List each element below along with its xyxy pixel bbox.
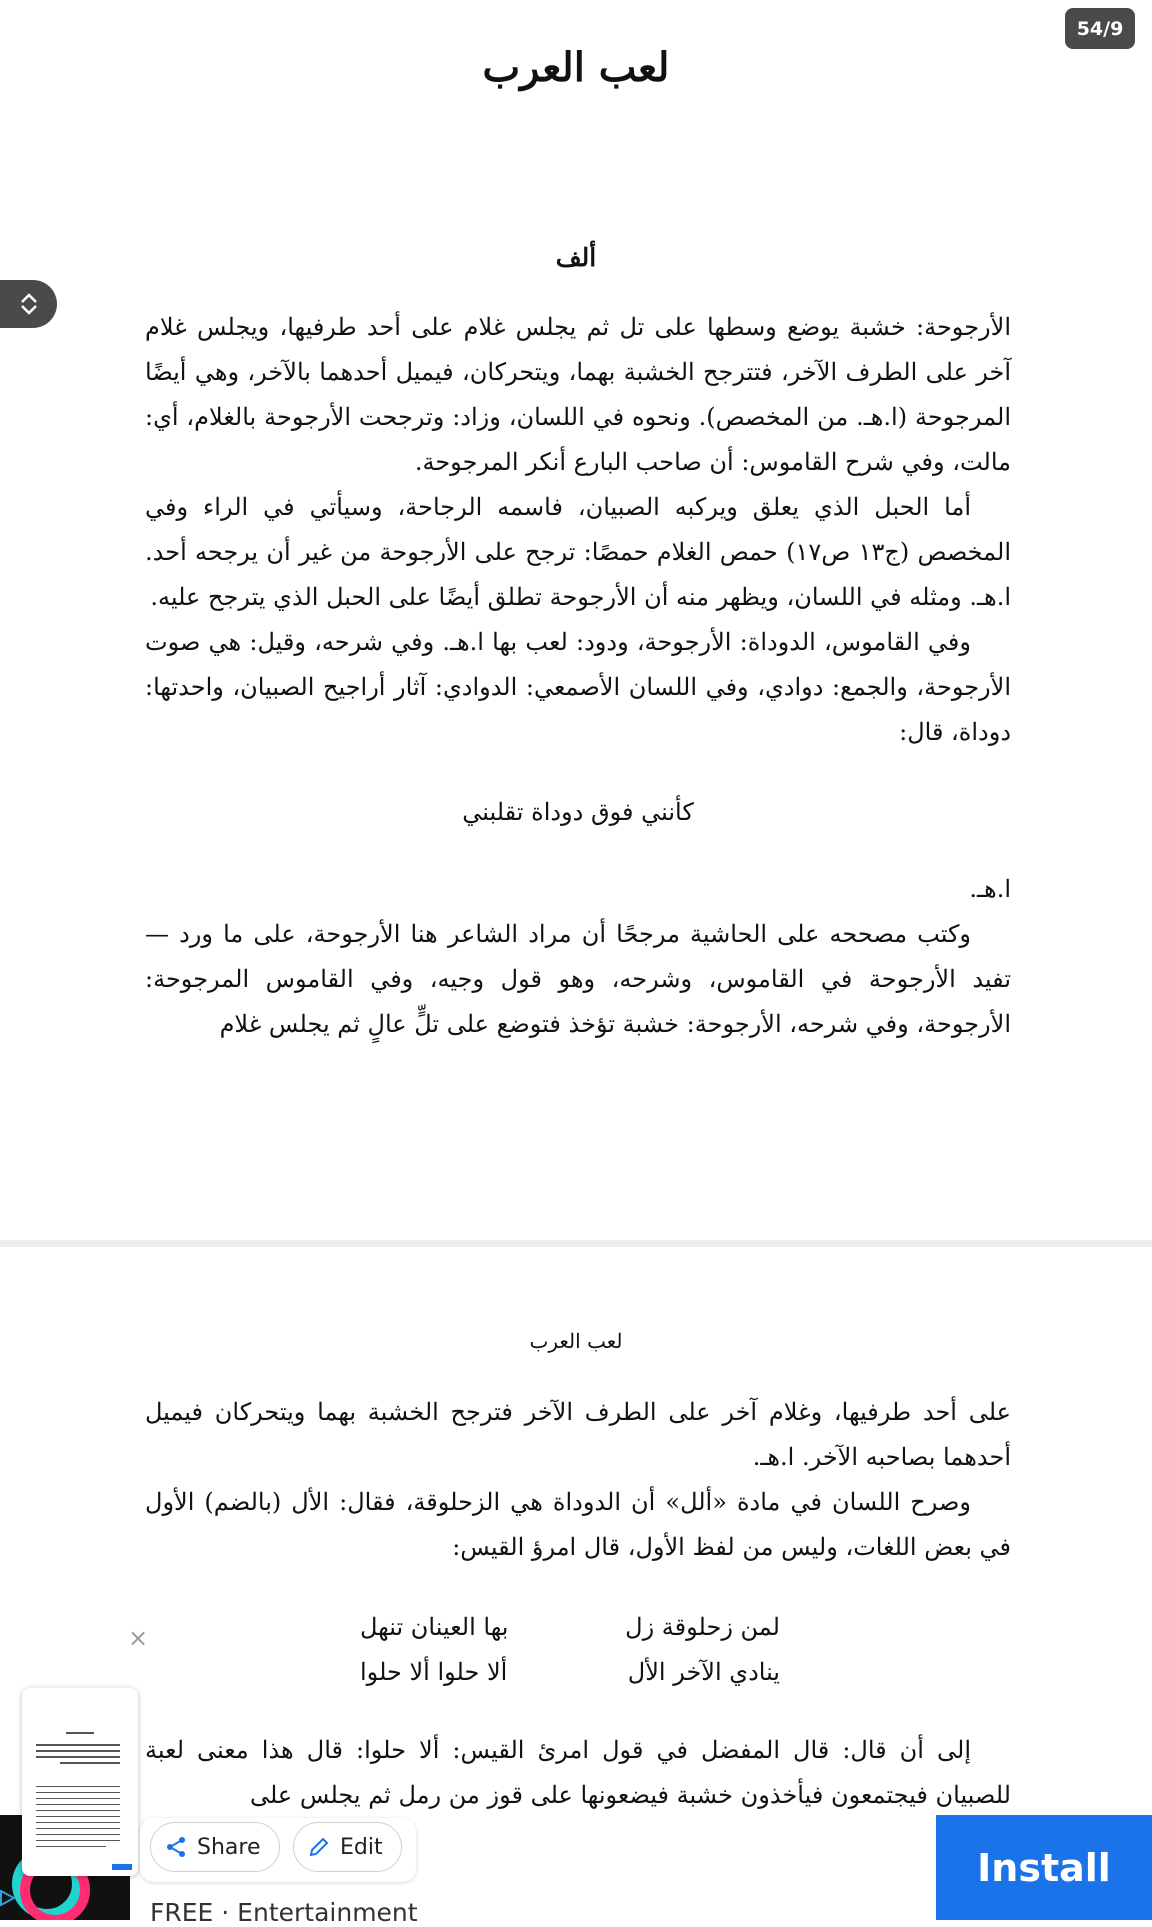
chevron-up-icon — [20, 292, 38, 304]
page-two-continued — [145, 1728, 1011, 1815]
share-button[interactable] — [150, 1822, 280, 1872]
poem-row — [360, 1605, 780, 1650]
paragraph: وفي القاموس، الدوداة: الأرجوحة، ودود: لعب بها ا.هـ. وفي شرحه، وقيل: هي صوت الأرجوحة، والجمع: دوادي، وفي اللسان الأصمعي: الدوادي: آثار أراجيح الصبيان، واحدتها: دوداة، قال: — [145, 628, 1011, 746]
share-label: Share — [197, 1834, 261, 1860]
paragraph: على أحد طرفيها، وغلام آخر على الطرف الآخر فترجح الخشبة بهما ويتحركان فيميل أحدهما بصاحبه الآخر. ا.هـ. — [145, 1398, 1011, 1471]
hemistich: ينادي الآخر الأل — [627, 1658, 780, 1686]
page-two-body — [145, 1390, 1011, 1570]
hemistich: لمن زحلوقة زل — [625, 1613, 780, 1641]
poem — [360, 1605, 780, 1695]
page-thumbnail[interactable] — [22, 1688, 138, 1876]
close-icon[interactable]: × — [127, 1624, 149, 1652]
page-badge: 54/9 — [1065, 8, 1135, 49]
chevron-down-icon — [20, 304, 38, 316]
section-heading: ألف — [555, 243, 597, 272]
paragraph: أما الحبل الذي يعلق ويركبه الصبيان، فاسمه الرجاحة، وسيأتي في الراء وفي المخصص (ج١٣ ص١٧) حمص الغلام حمصًا: ترجح على الأرجوحة من غير أن يرجحه أحد. ا.هـ. ومثله في اللسان، ويظهر منه أن الأرجوحة تطلق أيضًا على الحبل الذي يترجح عليه. — [145, 493, 1012, 611]
paragraph: الأرجوحة: خشبة يوضع وسطها على تل ثم يجلس غلام على أحد طرفيها، ويجلس غلام آخر على الطرف الآخر، فتترجح الخشبة بهما، ويتحركان، فيميل أحدهما بالآخر، وهي أيضًا المرجوحة (ا.هـ. من المخصص). ونحوه في اللسان، وزاد: وترجحت الأرجوحة بالغلام، أي: مالت، وفي شرح القاموس: أن صاحب البارع أنكر المرجوحة. — [145, 313, 1011, 476]
ad-choices-icon[interactable] — [0, 1890, 16, 1906]
edit-button[interactable] — [293, 1822, 402, 1872]
scroll-handle[interactable] — [0, 280, 57, 328]
pencil-icon — [308, 1836, 330, 1858]
poem-row — [360, 1650, 780, 1695]
hemistich: ألا حلوا ألا حلوا — [360, 1658, 508, 1686]
page-one-body — [145, 305, 1011, 1047]
page-divider — [0, 1240, 1152, 1247]
paragraph: وصرح اللسان في مادة «ألل» أن الدوداة هي الزحلوقة، فقال: الأل (بالضم) الأول في بعض اللغات، وليس من لفظ الأول، قال امرؤ القيس: — [145, 1488, 1011, 1561]
verse-end-note: ا.هـ. — [969, 875, 1011, 903]
paragraph: وكتب مصححه على الحاشية مرجحًا أن مراد الشاعر هنا الأرجوحة، على ما ورد — تفيد الأرجوحة في القاموس، وشرحه، وهو قول وجيه، وفي القاموس المرجوحة: الأرجوحة، وفي شرحه، الأرجوحة: خشبة تؤخذ فتوضع على تلٍّ عالٍ ثم يجلس غلام — [145, 920, 1011, 1038]
share-icon — [165, 1836, 187, 1858]
install-button[interactable]: Install — [936, 1815, 1152, 1920]
verse-line: كأنني فوق دوداة تقلبني — [462, 798, 694, 826]
hemistich: بها العينان تنهل — [360, 1613, 509, 1641]
ad-subtitle: FREE · Entertainment — [150, 1898, 418, 1927]
running-head: لعب العرب — [529, 1329, 623, 1353]
paragraph: إلى أن قال: قال المفضل في قول امرئ القيس: ألا حلوا: قال هذا معنى لعبة للصبيان فيجتمعون فيأخذون خشبة فيضعونها على قوز من رمل ثم يجلس على — [145, 1736, 1011, 1809]
edit-label: Edit — [340, 1834, 383, 1860]
page-title: لعب العرب — [482, 44, 670, 91]
